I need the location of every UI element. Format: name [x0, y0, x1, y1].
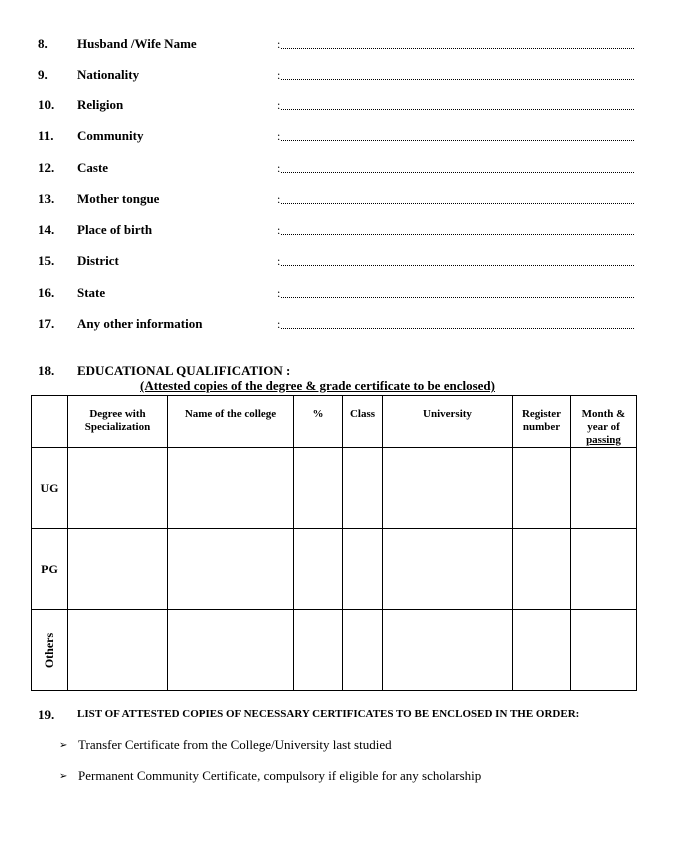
education-table: [31, 395, 637, 691]
dotted-input-line[interactable]: [281, 140, 634, 141]
header-college: Name of the college: [168, 396, 294, 448]
section-number: 19.: [38, 707, 55, 722]
field-number: 13.: [38, 191, 55, 206]
dotted-input-line[interactable]: [281, 109, 634, 110]
field-row-husband-wife-name: [0, 36, 675, 56]
field-number: 8.: [38, 36, 48, 51]
field-label: Religion: [77, 97, 124, 112]
table-cell[interactable]: [168, 610, 294, 691]
section-title: LIST OF ATTESTED COPIES OF NECESSARY CERTIFICATES TO BE ENCLOSED IN THE ORDER:: [77, 708, 580, 720]
dotted-input-line[interactable]: [281, 297, 634, 298]
row-label-others-cell: [32, 610, 68, 691]
table-cell[interactable]: [383, 610, 513, 691]
table-cell[interactable]: [294, 610, 343, 691]
table-cell[interactable]: [571, 529, 637, 610]
dotted-input-line[interactable]: [281, 172, 634, 173]
table-cell[interactable]: [513, 448, 571, 529]
dotted-input-line[interactable]: [281, 79, 634, 80]
field-row-community: [0, 128, 675, 148]
field-colon: :: [277, 254, 281, 268]
table-cell[interactable]: [383, 448, 513, 529]
table-row-others: [32, 610, 637, 691]
field-row-mother-tongue: [0, 191, 675, 211]
field-colon: :: [277, 129, 281, 143]
field-row-place-of-birth: [0, 222, 675, 242]
field-row-nationality: [0, 67, 675, 87]
table-cell[interactable]: [68, 610, 168, 691]
field-colon: :: [277, 161, 281, 175]
dotted-input-line[interactable]: [281, 48, 634, 49]
table-cell[interactable]: [571, 448, 637, 529]
table-header-row: [32, 396, 637, 448]
field-colon: :: [277, 98, 281, 112]
header-register-number: Register number: [513, 396, 571, 448]
list-item: Transfer Certificate from the College/University last studied: [78, 737, 392, 752]
field-label: Place of birth: [77, 222, 153, 237]
field-number: 10.: [38, 97, 55, 112]
field-label: Nationality: [77, 67, 140, 82]
dotted-input-line[interactable]: [281, 203, 634, 204]
header-class: Class: [343, 396, 383, 448]
table-cell[interactable]: [383, 529, 513, 610]
field-number: 15.: [38, 253, 55, 268]
field-colon: :: [277, 223, 281, 237]
dotted-input-line[interactable]: [281, 265, 634, 266]
table-row-pg: [32, 529, 637, 610]
dotted-input-line[interactable]: [281, 234, 634, 235]
dotted-input-line[interactable]: [281, 328, 634, 329]
table-row-ug: [32, 448, 637, 529]
header-cell-blank: [32, 396, 68, 448]
table-cell[interactable]: [68, 448, 168, 529]
field-label: Mother tongue: [77, 191, 160, 206]
field-number: 14.: [38, 222, 55, 237]
field-number: 16.: [38, 285, 55, 300]
header-degree: Degree with Specialization: [68, 396, 168, 448]
table-cell[interactable]: [68, 529, 168, 610]
table-cell[interactable]: [343, 448, 383, 529]
field-colon: :: [277, 317, 281, 331]
header-percent: %: [294, 396, 343, 448]
field-label: Community: [77, 128, 144, 143]
field-colon: :: [277, 192, 281, 206]
table-cell[interactable]: [168, 448, 294, 529]
table-cell[interactable]: [343, 610, 383, 691]
field-number: 11.: [38, 128, 54, 143]
row-label-others: Others: [42, 632, 57, 668]
field-colon: :: [277, 68, 281, 82]
field-label: State: [77, 285, 106, 300]
section-title: EDUCATIONAL QUALIFICATION :: [77, 363, 291, 378]
table-cell[interactable]: [513, 529, 571, 610]
header-university: University: [383, 396, 513, 448]
field-colon: :: [277, 286, 281, 300]
field-row-caste: [0, 160, 675, 180]
table-cell[interactable]: [294, 448, 343, 529]
table-cell[interactable]: [571, 610, 637, 691]
field-row-district: [0, 253, 675, 273]
table-cell[interactable]: [168, 529, 294, 610]
list-item: Permanent Community Certificate, compulsory if eligible for any scholarship: [78, 768, 482, 783]
row-label-ug: UG: [32, 448, 68, 529]
table-cell[interactable]: [513, 610, 571, 691]
field-number: 17.: [38, 316, 55, 331]
arrow-bullet-icon: ➢: [59, 740, 68, 751]
field-label: Husband /Wife Name: [77, 36, 197, 51]
field-label: Caste: [77, 160, 109, 175]
field-row-state: [0, 285, 675, 305]
field-label: District: [77, 253, 119, 268]
field-label: Any other information: [77, 316, 203, 331]
field-colon: :: [277, 37, 281, 51]
table-cell[interactable]: [343, 529, 383, 610]
section-subtitle: (Attested copies of the degree & grade certificate to be enclosed): [140, 378, 495, 393]
row-label-pg: PG: [32, 529, 68, 610]
arrow-bullet-icon: ➢: [59, 771, 68, 782]
table-cell[interactable]: [294, 529, 343, 610]
header-month-year: Month & year of passing: [571, 396, 637, 448]
field-row-any-other-information: [0, 316, 675, 336]
field-number: 12.: [38, 160, 55, 175]
section-number: 18.: [38, 363, 55, 378]
field-number: 9.: [38, 67, 48, 82]
field-row-religion: [0, 97, 675, 117]
